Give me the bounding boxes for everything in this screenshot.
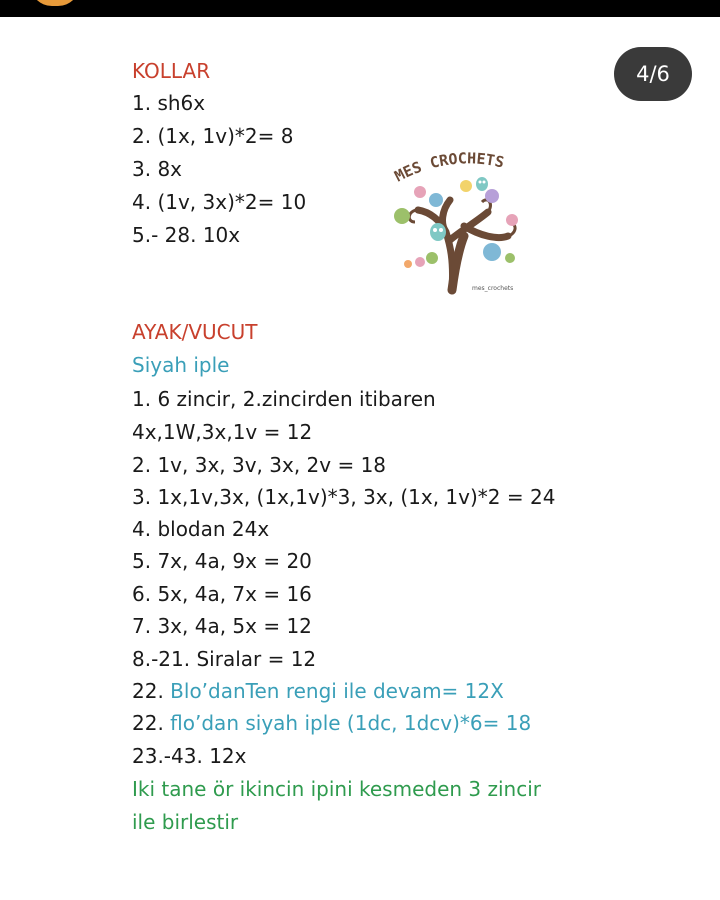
mes-crochets-logo	[380, 140, 540, 300]
kollar-line: 1. sh6x	[132, 91, 206, 115]
ayak-vucut-subheading: Siyah iple	[132, 353, 230, 377]
kollar-line: 4. (1v, 3x)*2= 10	[132, 190, 307, 214]
note-line-2: ile birlestir	[132, 810, 239, 834]
ayak-line: 4x,1W,3x,1v = 12	[132, 420, 313, 444]
kollar-line: 5.- 28. 10x	[132, 223, 241, 247]
ayak-line: 2. 1v, 3x, 3v, 3x, 2v = 18	[132, 453, 387, 477]
logo-text: MES CROCHETS	[391, 149, 506, 186]
avatar[interactable]	[30, 0, 80, 6]
ayak-line: 7. 3x, 4a, 5x = 12	[132, 614, 312, 638]
row-23: 23.-43. 12x	[132, 744, 247, 768]
note-line-1: Iki tane ör ikincin ipini kesmeden 3 zincir	[132, 777, 542, 801]
ayak-line: 8.-21. Siralar = 12	[132, 647, 317, 671]
logo-footer-text: mes_crochets	[472, 285, 514, 292]
row-22b	[132, 710, 531, 736]
page-indicator-badge: 4/6	[614, 47, 692, 101]
ayak-line: 6. 5x, 4a, 7x = 16	[132, 582, 312, 606]
kollar-line: 2. (1x, 1v)*2= 8	[132, 124, 294, 148]
ayak-line: 4. blodan 24x	[132, 517, 270, 541]
top-bar	[0, 0, 720, 17]
row-22a-text: Blo’danTen rengi ile devam= 12X	[170, 679, 504, 703]
ayak-line: 5. 7x, 4a, 9x = 20	[132, 549, 312, 573]
row-22b-text: flo’dan siyah iple (1dc, 1dcv)*6= 18	[170, 711, 532, 735]
row-22a	[132, 678, 504, 704]
row-22a-number: 22.	[132, 679, 164, 703]
kollar-heading: KOLLAR	[132, 59, 211, 83]
kollar-line: 3. 8x	[132, 157, 182, 181]
ayak-line: 1. 6 zincir, 2.zincirden itibaren	[132, 387, 436, 411]
ayak-line: 3. 1x,1v,3x, (1x,1v)*3, 3x, (1x, 1v)*2 = 24	[132, 485, 556, 509]
ayak-vucut-heading: AYAK/VUCUT	[132, 320, 258, 344]
row-22b-number: 22.	[132, 711, 164, 735]
